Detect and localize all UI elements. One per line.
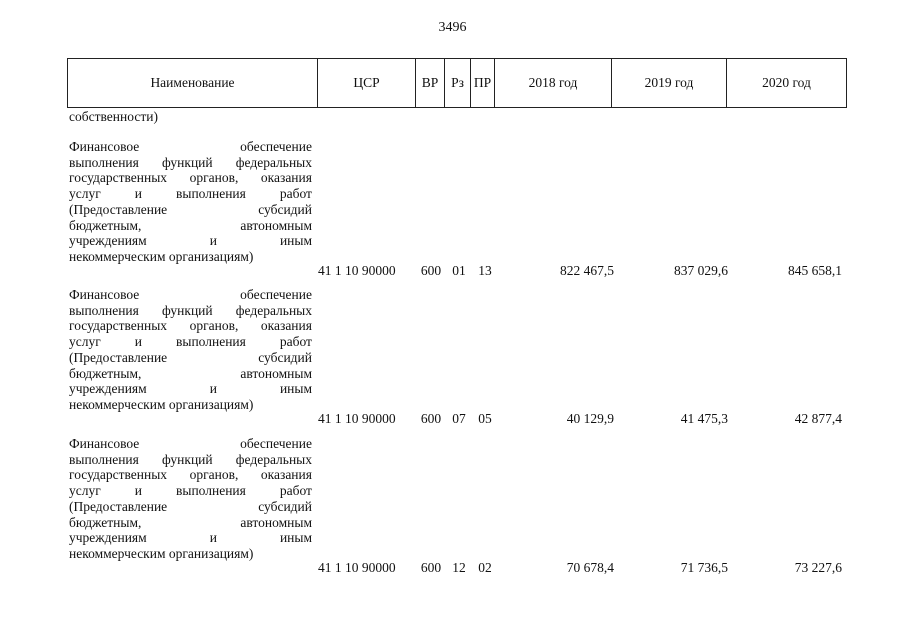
row-name-word: учреждениям <box>69 233 147 249</box>
row-value-2020: 845 658,1 <box>788 263 842 278</box>
row-name-word: Финансовое <box>69 436 140 451</box>
column-header-name: Наименование <box>68 59 318 108</box>
row-name-word: органов, <box>189 170 239 186</box>
row-value-2020: 42 877,4 <box>794 411 842 426</box>
row-rz: 12 <box>452 560 466 575</box>
carry-over-text: собственности) <box>69 109 158 124</box>
row-name <box>69 287 312 413</box>
row-name-line <box>69 186 312 202</box>
row-value-2020: 73 227,6 <box>794 560 842 575</box>
row-pr: 13 <box>478 263 492 278</box>
row-name-word: некоммерческим организациям) <box>69 545 254 561</box>
row-rz: 01 <box>452 263 466 278</box>
row-name-word: федеральных <box>235 302 312 318</box>
row-name-word: работ <box>279 186 312 202</box>
row-name-word: государственных <box>69 318 168 334</box>
row-value-2019: 41 475,3 <box>680 411 728 426</box>
row-name-word: бюджетным, <box>69 514 142 530</box>
row-name-word: (Предоставление <box>69 349 168 365</box>
row-name <box>69 139 312 265</box>
column-header-vr: ВР <box>416 59 445 108</box>
row-name-word: и <box>209 381 217 397</box>
table-header <box>67 58 847 108</box>
row-name-word: оказания <box>260 467 312 483</box>
row-name-word: обеспечение <box>240 287 312 302</box>
row-name-word: оказания <box>260 170 312 186</box>
column-header-2018: 2018 год <box>495 59 612 108</box>
row-name-line <box>69 397 312 413</box>
row-name-line <box>69 334 312 350</box>
table-row <box>0 139 905 279</box>
row-name-line <box>69 170 312 186</box>
row-name-line <box>69 233 312 249</box>
row-name-word: учреждениям <box>69 530 147 546</box>
row-name-line <box>69 218 312 234</box>
table-row <box>0 436 905 576</box>
row-name-word: выполнения <box>69 154 139 170</box>
row-name-word: работ <box>279 483 312 499</box>
row-name-word: государственных <box>69 467 168 483</box>
row-vr: 600 <box>420 560 442 575</box>
row-name-line <box>69 287 312 303</box>
row-name-word: субсидий <box>258 349 312 365</box>
row-name-word: федеральных <box>235 154 312 170</box>
row-pr: 02 <box>478 560 492 575</box>
row-csr: 41 1 10 90000 <box>318 411 396 426</box>
row-name-word: услуг <box>69 186 101 202</box>
row-name-word: органов, <box>189 318 239 334</box>
row-name-line <box>69 366 312 382</box>
row-name-line <box>69 515 312 531</box>
row-name-word: федеральных <box>235 451 312 467</box>
row-name-word: и <box>134 186 143 202</box>
row-name-word: услуг <box>69 483 101 499</box>
row-name-word: бюджетным, <box>69 365 142 381</box>
row-value-2019: 837 029,6 <box>674 263 728 278</box>
row-name-word: автономным <box>240 514 312 530</box>
row-name-word: иным <box>279 381 312 397</box>
row-rz: 07 <box>452 411 466 426</box>
row-name-line <box>69 483 312 499</box>
row-name-word: субсидий <box>258 498 312 514</box>
column-header-2019: 2019 год <box>612 59 727 108</box>
row-name-line <box>69 303 312 319</box>
row-name-line <box>69 350 312 366</box>
row-vr: 600 <box>420 263 442 278</box>
row-value-2018: 70 678,4 <box>566 560 614 575</box>
row-name-line <box>69 381 312 397</box>
row-name-line <box>69 249 312 265</box>
row-csr: 41 1 10 90000 <box>318 560 396 575</box>
row-name-word: выполнения <box>176 334 246 350</box>
row-value-2018: 40 129,9 <box>566 411 614 426</box>
row-name-word: и <box>134 334 143 350</box>
column-header-pr: ПР <box>471 59 495 108</box>
row-name-word: работ <box>279 334 312 350</box>
row-name-word: некоммерческим организациям) <box>69 248 254 264</box>
row-name-word: Финансовое <box>69 139 140 154</box>
row-name-word: выполнения <box>69 302 139 318</box>
row-name-word: государственных <box>69 170 168 186</box>
column-header-csr: ЦСР <box>318 59 416 108</box>
row-name-word: бюджетным, <box>69 217 142 233</box>
table-row <box>0 287 905 427</box>
row-name-word: иным <box>279 530 312 546</box>
row-name-line <box>69 436 312 452</box>
row-name-word: функций <box>162 302 213 318</box>
row-name-line <box>69 546 312 562</box>
row-name-word: (Предоставление <box>69 201 168 217</box>
row-name-word: иным <box>279 233 312 249</box>
row-name-word: функций <box>162 154 213 170</box>
column-header-2020: 2020 год <box>727 59 847 108</box>
row-name-word: обеспечение <box>240 436 312 451</box>
row-name-word: и <box>209 233 217 249</box>
row-name-word: и <box>134 483 143 499</box>
row-name-word: учреждениям <box>69 381 147 397</box>
row-name-word: органов, <box>189 467 239 483</box>
row-pr: 05 <box>478 411 492 426</box>
row-name-word: Финансовое <box>69 287 140 302</box>
row-name-line <box>69 155 312 171</box>
row-name-line <box>69 467 312 483</box>
row-name-word: оказания <box>260 318 312 334</box>
row-vr: 600 <box>420 411 442 426</box>
row-name-word: обеспечение <box>240 139 312 154</box>
row-name-line <box>69 318 312 334</box>
row-name-line <box>69 139 312 155</box>
row-name-word: выполнения <box>176 186 246 202</box>
row-name-line <box>69 202 312 218</box>
column-header-rz: Рз <box>445 59 471 108</box>
row-value-2019: 71 736,5 <box>680 560 728 575</box>
row-name-line <box>69 452 312 468</box>
row-csr: 41 1 10 90000 <box>318 263 396 278</box>
row-value-2018: 822 467,5 <box>560 263 614 278</box>
row-name-word: автономным <box>240 217 312 233</box>
row-name-word: услуг <box>69 334 101 350</box>
row-name-word: и <box>209 530 217 546</box>
row-name-word: субсидий <box>258 201 312 217</box>
row-name-line <box>69 530 312 546</box>
row-name-word: выполнения <box>176 483 246 499</box>
row-name-word: выполнения <box>69 451 139 467</box>
row-name-word: функций <box>162 451 213 467</box>
row-name <box>69 436 312 562</box>
row-name-word: автономным <box>240 365 312 381</box>
page-number: 3496 <box>438 20 467 35</box>
row-name-line <box>69 499 312 515</box>
row-name-word: (Предоставление <box>69 498 168 514</box>
row-name-word: некоммерческим организациям) <box>69 396 254 412</box>
